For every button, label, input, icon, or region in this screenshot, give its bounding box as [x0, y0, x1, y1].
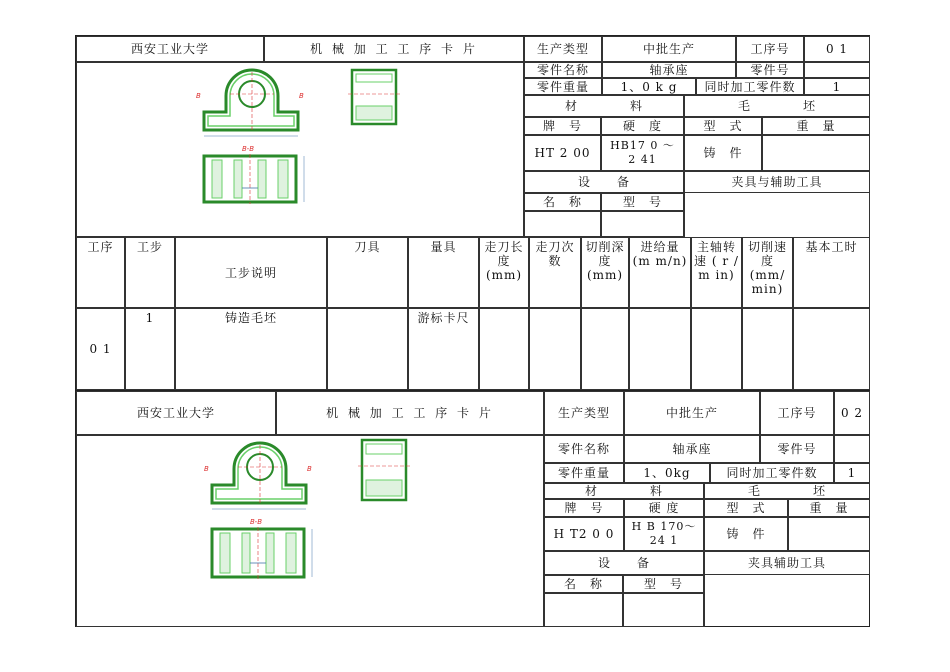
bearing-seat-front-view: [196, 66, 306, 138]
section-view-label: B-B: [242, 145, 255, 153]
bearing-seat-side-view: [348, 66, 400, 128]
col-description-header: 工步说明: [175, 237, 327, 308]
equipment-name-value: [524, 211, 601, 237]
production-type-label: 生产类型: [524, 36, 602, 62]
col-passes-header: 走刀次数: [529, 237, 581, 308]
weight-value: [762, 135, 870, 171]
fixture-label: 夹具与辅助工具: [684, 171, 870, 193]
hardness-value: HB17 0 ～ 2 41: [601, 135, 684, 171]
part-no-label: 零件号: [736, 62, 804, 78]
university-cell: 西安工业大学: [76, 36, 264, 62]
part-name-value: 轴承座: [602, 62, 736, 78]
part-no-value: [804, 62, 870, 78]
row-feed-length-cell: [479, 308, 529, 390]
material-label: 材 料: [524, 95, 684, 117]
material-label: 材 料: [544, 483, 704, 499]
section-arrow-label-right: B: [307, 465, 312, 473]
process-no-value: 0 2: [834, 391, 870, 435]
part-name-label: 零件名称: [524, 62, 602, 78]
equipment-label: 设 备: [544, 551, 704, 575]
equipment-label: 设 备: [524, 171, 684, 193]
row-tool-cell: [327, 308, 408, 390]
production-type-value: 中批生产: [624, 391, 760, 435]
process-no-label: 工序号: [736, 36, 804, 62]
row-spindle-cell: [691, 308, 742, 390]
row-depth-cell: [581, 308, 629, 390]
col-feed-header: 进给量 (m m/n): [629, 237, 691, 308]
process-card-02: [75, 390, 870, 627]
process-card-01: [75, 35, 870, 390]
col-feed-length-header: 走刀长度(mm): [479, 237, 529, 308]
production-type-label: 生产类型: [544, 391, 624, 435]
process-no-label: 工序号: [760, 391, 834, 435]
bearing-seat-front-view: [204, 439, 314, 511]
simul-value: 1: [834, 463, 870, 483]
hardness-label: 硬 度: [601, 117, 684, 135]
university-cell: 西安工业大学: [76, 391, 276, 435]
row-basic-time-cell: [793, 308, 870, 390]
production-type-value: 中批生产: [602, 36, 736, 62]
equipment-name-label: 名 称: [524, 193, 601, 211]
row-feed-cell: [629, 308, 691, 390]
col-speed-header: 切削速度(mm/ min): [742, 237, 793, 308]
weight-label: 重 量: [788, 499, 870, 517]
equipment-name-value: [544, 593, 623, 627]
grade-label: 牌 号: [544, 499, 624, 517]
fixture-value: [704, 575, 870, 627]
part-weight-value: 1、0kg: [624, 463, 710, 483]
part-weight-value: 1、0 k g: [602, 78, 696, 95]
bearing-seat-section-view: [206, 517, 321, 581]
row-gauge-cell: 游标卡尺: [408, 308, 479, 390]
type-label: 型 式: [704, 499, 788, 517]
section-arrow-label-right: B: [299, 92, 304, 100]
row-passes-cell: [529, 308, 581, 390]
row-speed-cell: [742, 308, 793, 390]
process-no-value: 0 1: [804, 36, 870, 62]
col-step-header: 工步: [125, 237, 175, 308]
part-name-value: 轴承座: [624, 435, 760, 463]
simul-label: 同时加工零件数: [710, 463, 834, 483]
simul-label: 同时加工零件数: [696, 78, 804, 95]
row-process-cell: 0 1: [76, 308, 125, 390]
simul-value: 1: [804, 78, 870, 95]
equipment-model-label: 型 号: [623, 575, 704, 593]
card-title: 机 械 加 工 工 序 卡 片: [276, 391, 544, 435]
weight-value: [788, 517, 870, 551]
col-process-header: 工序: [76, 237, 125, 308]
col-spindle-header: 主轴转速 ( r / m in): [691, 237, 742, 308]
grade-label: 牌 号: [524, 117, 601, 135]
blank-label: 毛 坯: [684, 95, 870, 117]
section-view-label: B-B: [250, 518, 263, 526]
fixture-label: 夹具辅助工具: [704, 551, 870, 575]
part-weight-label: 零件重量: [524, 78, 602, 95]
part-no-value: [834, 435, 870, 463]
type-value: 铸 件: [684, 135, 762, 171]
col-tool-header: 刀具: [327, 237, 408, 308]
row-description-cell: 铸造毛坯: [175, 308, 327, 390]
equipment-model-value: [623, 593, 704, 627]
part-no-label: 零件号: [760, 435, 834, 463]
card-title: 机 械 加 工 工 序 卡 片: [264, 36, 524, 62]
col-basic-time-header: 基本工时: [793, 237, 870, 308]
type-label: 型 式: [684, 117, 762, 135]
equipment-name-label: 名 称: [544, 575, 623, 593]
weight-label: 重 量: [762, 117, 870, 135]
equipment-model-label: 型 号: [601, 193, 684, 211]
col-depth-header: 切削深度(mm): [581, 237, 629, 308]
bearing-seat-side-view: [358, 436, 410, 506]
hardness-value: H B 170～ 24 1: [624, 517, 704, 551]
part-name-label: 零件名称: [544, 435, 624, 463]
row-step-cell: 1: [125, 308, 175, 390]
section-arrow-label-left: B: [196, 92, 201, 100]
type-value: 铸 件: [704, 517, 788, 551]
equipment-model-value: [601, 211, 684, 237]
blank-label: 毛 坯: [704, 483, 870, 499]
grade-value: H T2 0 0: [544, 517, 624, 551]
bearing-seat-section-view: [198, 144, 313, 206]
col-gauge-header: 量具: [408, 237, 479, 308]
section-arrow-label-left: B: [204, 465, 209, 473]
fixture-value: [684, 193, 870, 237]
part-weight-label: 零件重量: [544, 463, 624, 483]
hardness-label: 硬 度: [624, 499, 704, 517]
grade-value: HT 2 00: [524, 135, 601, 171]
